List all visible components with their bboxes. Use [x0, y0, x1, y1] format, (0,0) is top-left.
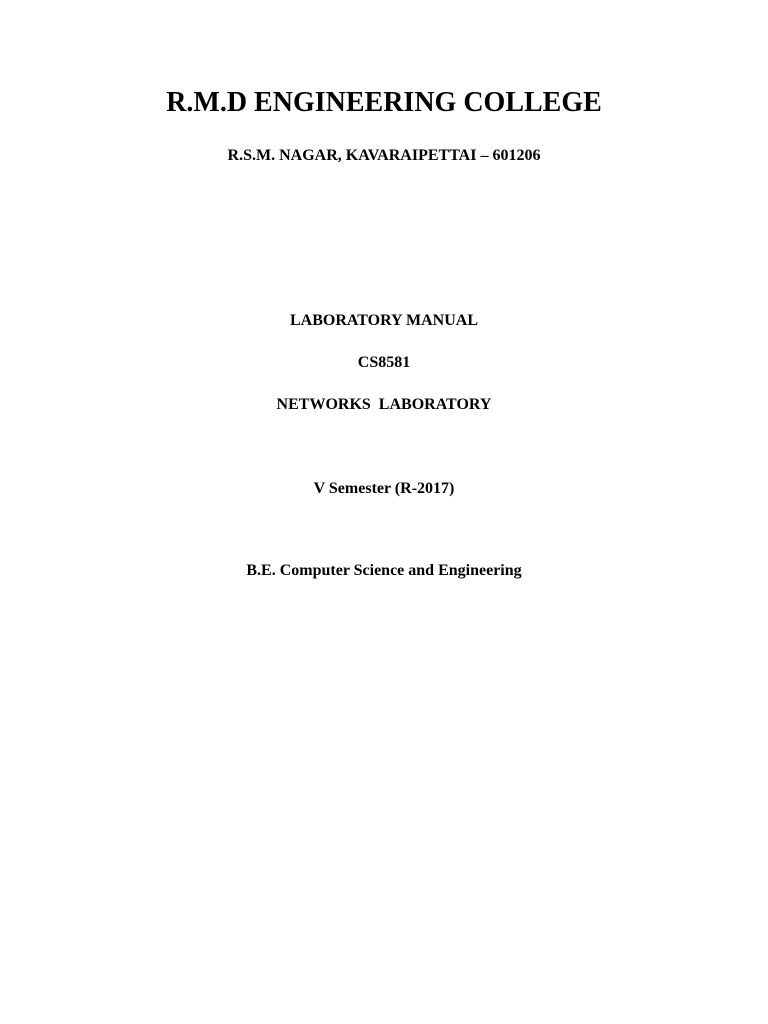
- course-name: NETWORKS LABORATORY: [276, 396, 492, 413]
- semester: V Semester (R-2017): [313, 480, 455, 497]
- degree: B.E. Computer Science and Engineering: [246, 562, 522, 579]
- manual-title: LABORATORY MANUAL: [289, 312, 479, 329]
- college-name: R.M.D ENGINEERING COLLEGE: [166, 87, 602, 118]
- college-address: R.S.M. NAGAR, KAVARAIPETTAI – 601206: [227, 147, 541, 164]
- course-code: CS8581: [357, 354, 411, 371]
